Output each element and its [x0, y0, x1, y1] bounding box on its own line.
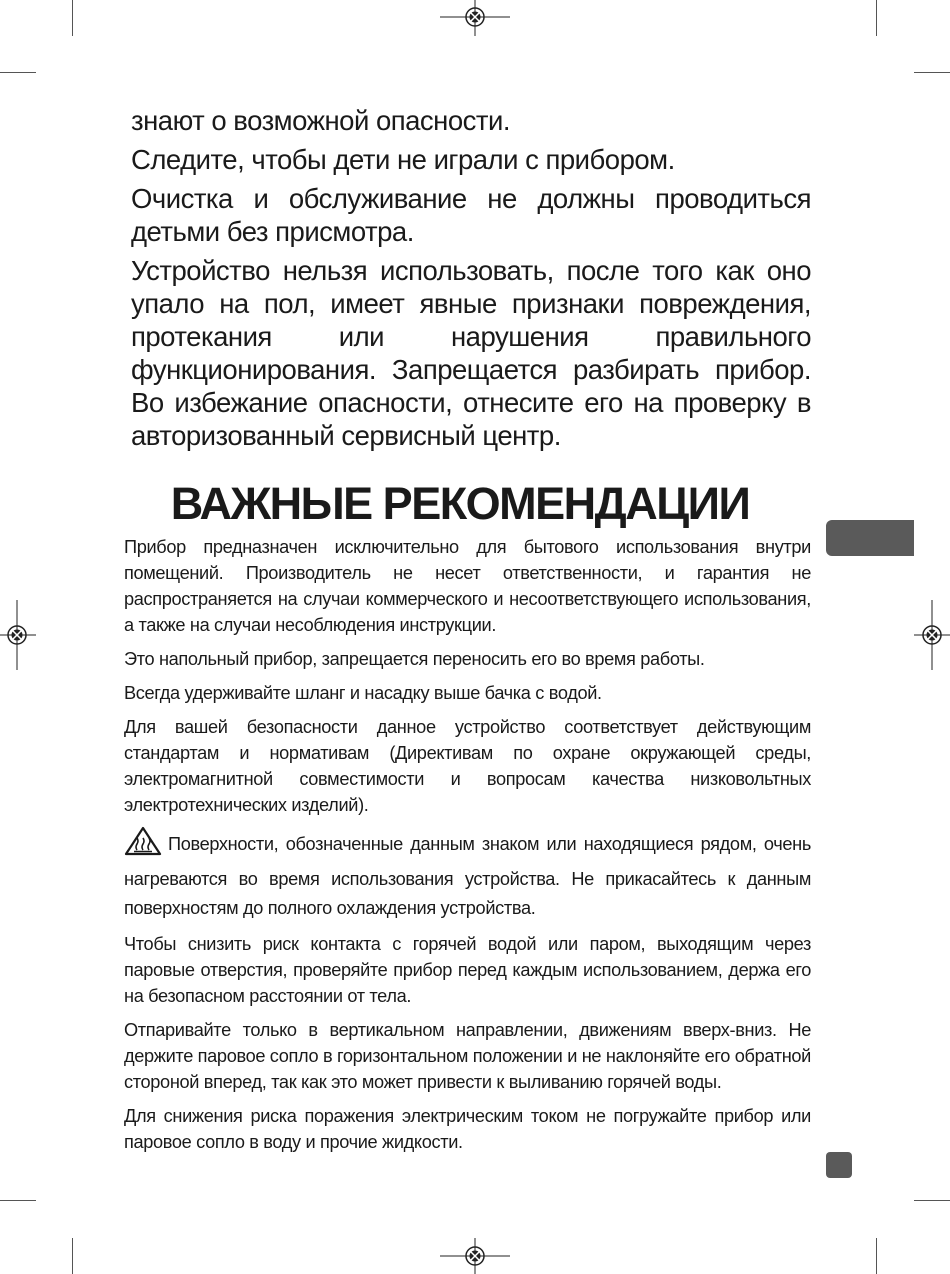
crop-mark: [876, 1238, 877, 1274]
crop-mark: [0, 72, 36, 73]
language-side-tab: [826, 520, 914, 556]
paragraph: Для вашей безопасности данное устройство соответствует действующим стандартам и нормативам (Директивам по охране окружающей среды, электромагнитной совместимости и вопросам качества низковольтных электротехнических изделий).: [124, 717, 811, 815]
section-heading: ВАЖНЫЕ РЕКОМЕНДАЦИИ: [170, 478, 750, 529]
hot-surface-text: Поверхности, обозначенные данным знаком или находящиеся рядом, очень нагреваются во время использования устройства. Не прикасайтесь к данным поверхностям до полного охлаждения устройства.: [124, 834, 811, 918]
paragraph: Следите, чтобы дети не играли с прибором.: [131, 144, 675, 175]
hot-surface-warning-icon: [124, 826, 162, 865]
paragraph: знают о возможной опасности.: [131, 105, 511, 136]
hot-surface-paragraph: [124, 826, 811, 923]
paragraph: Чтобы снизить риск контакта с горячей водой или паром, выходящим через паровые отверстия, проверяйте прибор перед каждым использованием, держа его на безопасном расстоянии от тела.: [124, 934, 811, 1006]
paragraph: Устройство нельзя использовать, после того как оно упало на пол, имеет явные признаки повреждения, протекания или нарушения правильного функционирования. Запрещается разбирать прибор. Во избежание опасности, отнесите его на проверку в авторизованный сервисный центр.: [131, 255, 811, 451]
crop-mark: [72, 1238, 73, 1274]
registration-mark-icon: [440, 1238, 510, 1274]
crop-mark: [72, 0, 73, 36]
crop-mark: [0, 1200, 36, 1201]
paragraph: Прибор предназначен исключительно для бытового использования внутри помещений. Производитель не несет ответственности, и гарантия не распространяется на случаи коммерческого и несоответствующего использования, а также на случаи несоблюдения инструкции.: [124, 537, 811, 635]
crop-mark: [914, 1200, 950, 1201]
registration-mark-icon: [440, 0, 510, 36]
registration-mark-icon: [914, 600, 950, 670]
page-marker: [826, 1152, 852, 1178]
upper-text-block: [131, 104, 811, 458]
paragraph: Отпаривайте только в вертикальном направлении, движениям вверх-вниз. Не держите паровое сопло в горизонтальном положении и не наклоняйте его обратной стороной вперед, так как это может привести к выливанию горячей воды.: [124, 1020, 811, 1092]
paragraph: Всегда удерживайте шланг и насадку выше бачка с водой.: [124, 683, 602, 703]
paragraph: Очистка и обслуживание не должны проводиться детьми без присмотра.: [131, 183, 811, 247]
crop-mark: [914, 72, 950, 73]
lower-text-block: [124, 534, 811, 1163]
paragraph: Для снижения риска поражения электрическим током не погружайте прибор или паровое сопло в воду и прочие жидкости.: [124, 1106, 811, 1152]
paragraph: Это напольный прибор, запрещается переносить его во время работы.: [124, 649, 705, 669]
crop-mark: [876, 0, 877, 36]
registration-mark-icon: [0, 600, 36, 670]
